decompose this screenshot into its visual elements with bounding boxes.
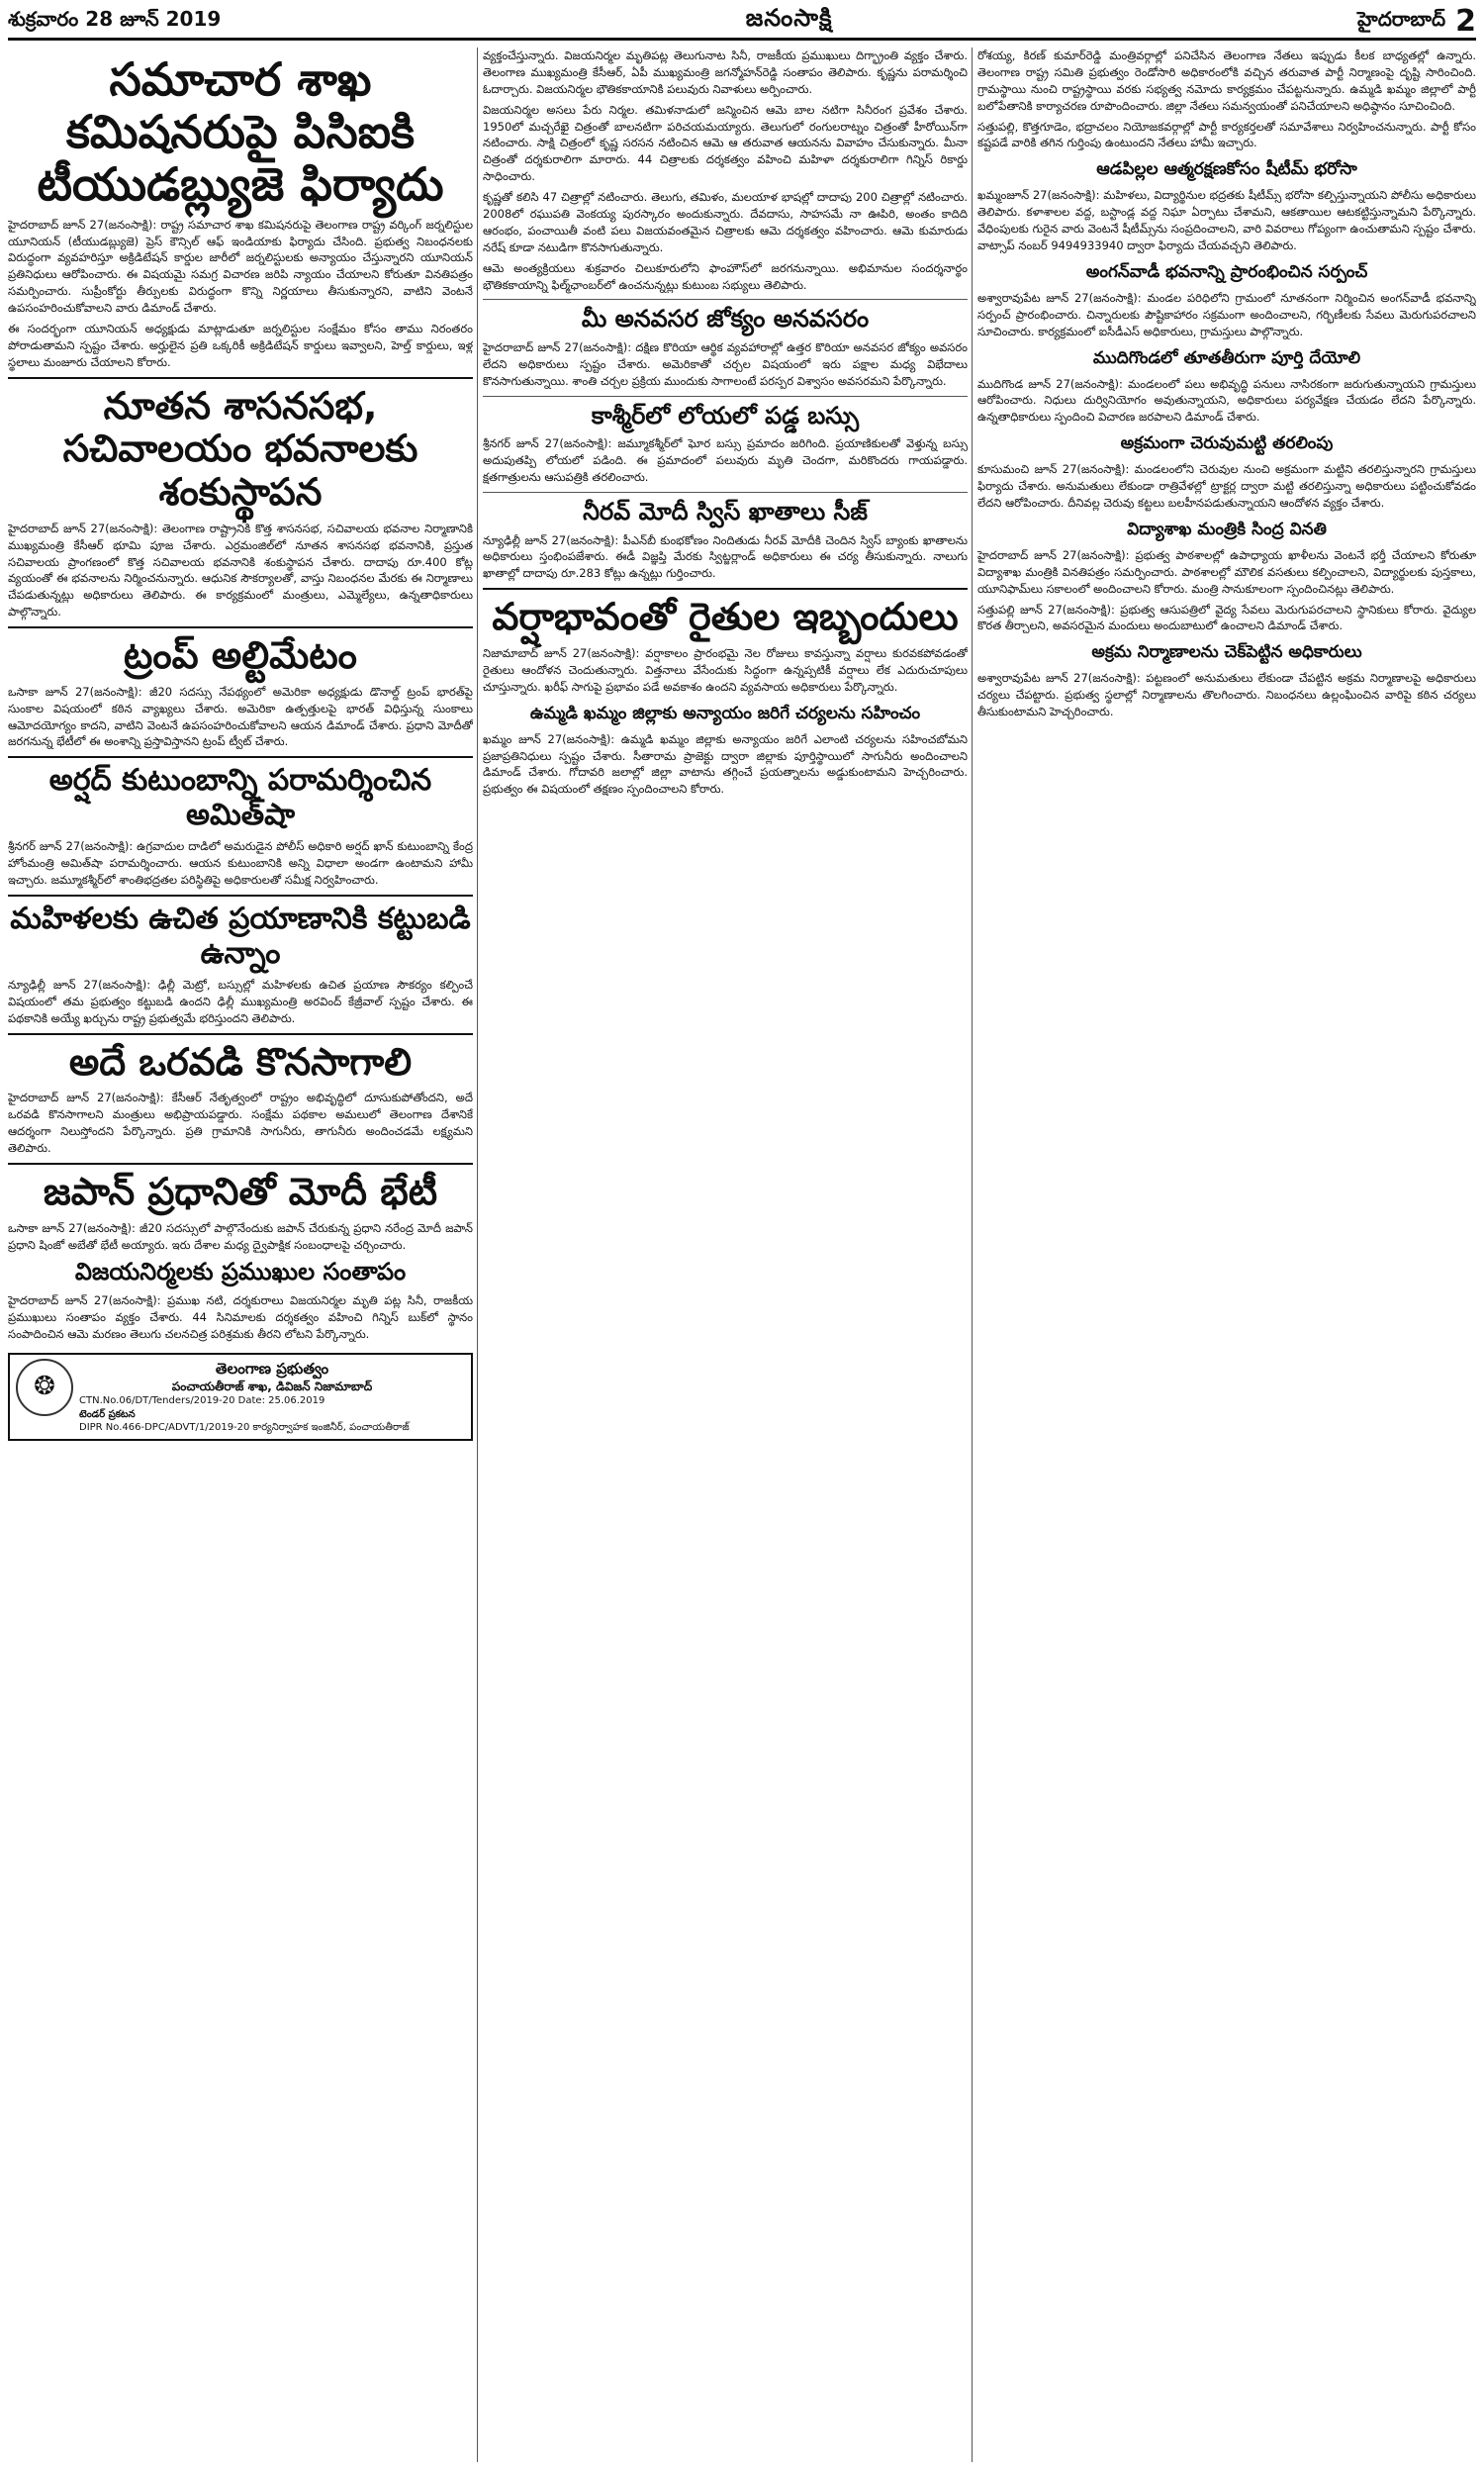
article-text: న్యూఢిల్లీ జూన్ 27(జనంసాక్షి): ఢిల్లీ మెట్రో, బస్సుల్లో మహిళలకు ఉచిత ప్రయాణ సౌకర్యం కల్పించే విషయంలో తమ ప్రభుత్వం కట్టుబడి ఉందని ఢిల్లీ ముఖ్యమంత్రి అరవింద్ కేజ్రీవాల్ స్పష్టం చేశారు. ఈ పథకానికి అయ్యే ఖర్చును రాష్ట్ర ప్రభుత్వమే భరిస్తుందని తెలిపారు. [8,978,473,1025]
article-text: కూసుమంచి జూన్ 27(జనంసాక్షి): మండలంలోని చెరువుల నుంచి అక్రమంగా మట్టిని తరలిస్తున్నారని గ్రామస్తులు ఫిర్యాదు చేశారు. అనుమతులు లేకుండా రాత్రివేళల్లో ట్రాక్టర్ల ద్వారా మట్టి తరలిస్తున్నా అధికారులు పట్టించుకోవడం లేదని ఆరోపించారు. దీనివల్ల చెరువు కట్టలు బలహీనపడుతున్నాయని ఆందోళన వ్యక్తం చేశారు. [977,462,1476,511]
headline: మీ అనవసర జోక్యం అనవసరం [581,305,870,333]
article-text: సత్తుపల్లి జూన్ 27(జనంసాక్షి): ప్రభుత్వ ఆసుపత్రిలో వైద్య సేవలు మెరుగుపరచాలని స్థానికులు కోరారు. వైద్యుల కొరత తీర్చాలని, అవసరమైన మందులు అందుబాటులో ఉంచాలని డిమాండ్ చేశారు. [977,602,1476,633]
article-text: అశ్వారావుపేట జూన్ 27(జనంసాక్షి): పట్టణంలో అనుమతులు లేకుండా చేపట్టిన అక్రమ నిర్మాణాలపై అధికారులు చర్యలు చేపట్టారు. ప్రభుత్వ స్థలాల్లో నిర్మాణాలను తొలగించారు. నిబంధనలు ఉల్లంఘించిన వారిపై కఠిన చర్యలు తీసుకుంటామని హెచ్చరించారు. [977,671,1476,719]
page-number: 2 [1455,3,1476,39]
article-text: హైదరాబాద్ జూన్ 27(జనంసాక్షి): తెలంగాణ రాష్ట్రానికి కొత్త శాసనసభ, సచివాలయ భవనాల నిర్మాణానికి ముఖ్యమంత్రి కేసీఆర్ భూమి పూజ చేశారు. ఎర్రమంజిల్‌లో నూతన శాసనసభ భవనానికి, ప్రస్తుత సచివాలయ ప్రాంగణంలో కొత్త సచివాలయ భవనానికి శంకుస్థాపన చేశారు. దాదాపు రూ.400 కోట్ల వ్యయంతో ఈ భవనాలను నిర్మించనున్నారు. ఆధునిక సౌకర్యాలతో, వాస్తు నిబంధనల మేరకు ఈ నిర్మాణాలు చేపడుతున్నట్లు అధికారులు తెలిపారు. ఈ కార్యక్రమంలో మంత్రులు, ఎమ్మెల్యేలు, ఉన్నతాధికారులు పాల్గొన్నారు. [8,521,473,619]
subheadline: ముదిగొండలో తూతతీరుగా పూర్తి దేయోలి [1092,347,1361,368]
divider [483,396,968,397]
article-text: కృష్ణతో కలిసి 47 చిత్రాల్లో నటించారు. తెలుగు, తమిళం, మలయాళ భాషల్లో దాదాపు 200 చిత్రాల్లో నటించారు. 2008లో రఘుపతి వెంకయ్య పురస్కారం అందుకున్నారు. దేవదాసు, సాహసమే నా ఊపిరి, అంతం కాదిది ఆరంభం, పంచాయితీ వంటి పలు విజయవంతమైన చిత్రాలకు ఆమె దర్శకత్వం వహించారు. ఆమె కుమారుడు నరేష్ కూడా నటుడిగా కొనసాగుతున్నారు. [483,190,968,254]
ad-footer: DIPR No.466-DPC/ADVT/1/2019-20 కార్యనిర్వాహక ఇంజినీర్, పంచాయతీరాజ్ [79,1422,410,1434]
headline: కాశ్మీర్‌లో లోయలో పడ్డ బస్సు [591,401,860,429]
tender-advertisement [8,1353,473,1441]
article-text: ఆమె అంత్యక్రియలు శుక్రవారం చిలుకూరులోని ఫాంహౌస్‌లో జరగనున్నాయి. అభిమానుల సందర్శనార్థం భౌతికకాయాన్ని ఫిల్మ్‌ఛాంబర్‌లో ఉంచనున్నట్లు కుటుంబ సభ్యులు తెలిపారు. [483,260,968,292]
ad-title: తెలంగాణ ప్రభుత్వం [215,1359,329,1378]
newspaper-name: జనంసాక్షి [745,4,833,32]
divider [483,492,968,493]
divider [483,588,968,590]
article-text: శ్రీనగర్ జూన్ 27(జనంసాక్షి): జమ్మూకశ్మీర్‌లో ఘోర బస్సు ప్రమాదం జరిగింది. ప్రయాణికులతో వెళ్తున్న బస్సు అదుపుతప్పి లోయలో పడింది. ఈ ప్రమాదంలో పలువురు మృతి చెందగా, మరికొందరు గాయపడ్డారు. క్షతగాత్రులను ఆసుపత్రికి తరలించారు. [483,436,968,485]
subheadline: విద్యాశాఖ మంత్రికి సింద్ర వినతి [1127,519,1327,539]
headline: జపాన్ ప్రధానితో మోదీ భేటీ [43,1169,438,1213]
article-text: ఖమ్మం జూన్ 27(జనంసాక్షి): ఉమ్మడి ఖమ్మం జిల్లాకు అన్యాయం జరిగే ఎలాంటి చర్యలను సహించబోమని ప్రజాప్రతినిధులు స్పష్టం చేశారు. సీతారామ ప్రాజెక్టు ద్వారా జిల్లాకు పూర్తిస్థాయిలో సాగునీరు అందించాలని డిమాండ్ చేశారు. గోదావరి జలాల్లో జిల్లా వాటాను తగ్గించే ప్రయత్నాలను అడ్డుకుంటామని హెచ్చరించారు. ప్రభుత్వం ఈ విషయంలో తక్షణం స్పందించాలని కోరారు. [483,731,968,797]
article-text: ఖమ్మంజూన్ 27(జనంసాక్షి): మహిళలు, విద్యార్థినుల భద్రతకు షీటీమ్స్ భరోసా కల్పిస్తున్నాయని పోలీసు అధికారులు తెలిపారు. కళాశాలల వద్ద, బస్టాండ్ల వద్ద నిఘా ఏర్పాటు చేశామని, ఆకతాయిల ఆటకట్టిస్తున్నామని పేర్కొన్నారు. వేధింపులకు గురైన వారు వెంటనే షీటీమ్స్‌ను సంప్రదించాలని, వారి వివరాలు గోప్యంగా ఉంచుతామని స్పష్టం చేశారు. వాట్సాప్ నంబర్ 9494933940 ద్వారా ఫిర్యాదు చేయవచ్చని తెలిపారు. [977,188,1476,253]
issue-date: శుక్రవారం 28 జూన్ 2019 [8,6,222,31]
subheadline: ఉమ్మడి ఖమ్మం జిల్లాకు అన్యాయం జరిగే చర్యలను సహించం [529,703,921,723]
article-text: హైదరాబాద్ జూన్ 27(జనంసాక్షి): దక్షిణ కొరియా ఆర్థిక వ్యవహారాల్లో ఉత్తర కొరియా అనవసర జోక్యం అవసరం లేదని అధికారులు స్పష్టం చేశారు. అమెరికాతో చర్చల విషయంలో ఇరు పక్షాల మధ్య విభేదాలు కొనసాగుతున్నాయి. శాంతి చర్చల ప్రక్రియ ముందుకు సాగాలంటే పరస్పర విశ్వాసం అవసరమని పేర్కొన్నారు. [483,340,968,388]
divider [8,895,473,897]
ad-heading: టెండర్ ప్రకటన [79,1408,136,1420]
article-text: ముదిగొండ జూన్ 27(జనంసాక్షి): మండలంలో పలు అభివృద్ధి పనులు నాసిరకంగా జరుగుతున్నాయని గ్రామస్తులు ఆరోపించారు. నిధులు దుర్వినియోగం అవుతున్నాయని, అధికారులు పర్యవేక్షణ చేయడం లేదని పేర్కొన్నారు. ఉన్నతాధికారులు స్పందించి విచారణ జరపాలని డిమాండ్ చేశారు. [977,376,1476,425]
column-divider [477,48,478,2462]
article-text: అశ్వారావుపేట జూన్ 27(జనంసాక్షి): మండల పరిధిలోని గ్రామంలో నూతనంగా నిర్మించిన అంగన్‌వాడీ భవనాన్ని సర్పంచ్ ప్రారంభించారు. చిన్నారులకు పౌష్టికాహారం సక్రమంగా అందించాలని, గర్భిణీలకు సేవలు మెరుగుపరచాలని సూచించారు. కార్యక్రమంలో ఐసీడీఎస్ అధికారులు, గ్రామస్తులు పాల్గొన్నారు. [977,290,1476,338]
article-text: విజయనిర్మల అసలు పేరు నిర్మల. తమిళనాడులో జన్మించిన ఆమె బాల నటిగా సినీరంగ ప్రవేశం చేశారు. 1950లో మచ్చరేఖై చిత్రంతో బాలనటిగా పరిచయమయ్యారు. తెలుగులో రంగులరాట్నం చిత్రంతో హీరోయిన్‌గా నటించారు. సాక్షి చిత్రంలో కృష్ణ సరసన నటించిన ఆమె ఆ తరువాత ఆయనను వివాహం చేసుకున్నారు. మీనా చిత్రంతో దర్శకురాలిగా మారారు. 44 చిత్రాలకు దర్శకత్వం వహించి మహిళా దర్శకురాలిగా గిన్నిస్ రికార్డు సాధించారు. [483,102,968,184]
article-text: హైదరాబాద్ జూన్ 27(జనంసాక్షి): ప్రముఖ నటి, దర్శకురాలు విజయనిర్మల మృతి పట్ల సినీ, రాజకీయ ప్రముఖులు సంతాపం వ్యక్తం చేశారు. 44 సినిమాలకు దర్శకత్వం వహించి గిన్నిస్ బుక్‌లో స్థానం సంపాదించిన ఆమె మరణం తెలుగు చలనచిత్ర పరిశ్రమకు తీరని లోటని పేర్కొన్నారు. [8,1293,473,1341]
government-seal-icon: ❂ [16,1359,73,1416]
article-text: వ్యక్తంచేస్తున్నారు. విజయనిర్మల మృతిపట్ల తెలుగునాట సినీ, రాజకీయ ప్రముఖులు దిగ్భ్రాంతి వ్యక్తం చేశారు. తెలంగాణ ముఖ్యమంత్రి కేసీఆర్, ఏపీ ముఖ్యమంత్రి జగన్మోహన్‌రెడ్డి సంతాపం తెలిపారు. కృష్ణను పరామర్శించి ఓదార్చారు. విజయనిర్మల భౌతికకాయానికి పలువురు నివాళులు అర్పించారు. [483,48,968,96]
article-text: హైదరాబాద్ జూన్ 27(జనంసాక్షి): రాష్ట్ర సమాచార శాఖ కమిషనరుపై తెలంగాణ రాష్ట్ర వర్కింగ్ జర్నలిస్టుల యూనియన్ (టీయుడబ్ల్యుజె) ప్రెస్ కౌన్సిల్ ఆఫ్ ఇండియాకు ఫిర్యాదు చేసింది. ప్రభుత్వ నిబంధనలకు విరుద్ధంగా వ్యవహరిస్తూ అక్రిడిటేషన్ కార్డుల జారీలో జర్నలిస్టులకు అన్యాయం చేస్తున్నారని యూనియన్ ప్రతినిధులు ఆరోపించారు. ఈ విషయమై సమగ్ర విచారణ జరిపి న్యాయం చేయాలని కోరుతూ వినతిపత్రం సమర్పించారు. సుప్రీంకోర్టు తీర్పులకు విరుద్ధంగా కొన్ని నిర్ణయాలు తీసుకున్నారని, వాటిని వెంటనే ఉపసంహరించుకోవాలని వారు డిమాండ్ చేశారు. [8,217,473,316]
masthead-right [1357,4,1476,39]
subheadline: అంగన్‌వాడీ భవనాన్ని ప్రారంభించిన సర్పంచ్ [1085,261,1368,282]
subheadline: ఆడపిల్లల ఆత్మరక్షణకోసం షీటీమ్ భరోసా [1096,159,1357,180]
subheadline: అక్రమ నిర్మాణాలను చెక్‌పెట్టిన అధికారులు [1091,642,1362,663]
headline: అదే ఒరవడి కొనసాగాలి [68,1039,413,1084]
divider [8,626,473,628]
headline: నీరవ్ మోదీ స్విస్ ఖాతాలు సీజ్ [583,498,868,525]
masthead [8,4,1476,41]
subheadline: అక్రమంగా చెరువుమట్టి తరలింపు [1120,433,1334,454]
article-text: ఒసాకా జూన్ 27(జనంసాక్షి): జీ20 సదస్సు నేపథ్యంలో అమెరికా అధ్యక్షుడు డొనాల్డ్ ట్రంప్ భారత్‌పై సుంకాల విషయంలో కఠిన వ్యాఖ్యలు చేశారు. అమెరికా ఉత్పత్తులపై భారత్ విధిస్తున్న సుంకాలు ఆమోదయోగ్యం కాదని, వాటిని వెంటనే ఉపసంహరించుకోవాలని ఆయన డిమాండ్ చేశారు. ప్రధాని మోదీతో జరగనున్న భేటీలో ఈ అంశాన్ని ప్రస్తావిస్తానని ట్రంప్ ట్వీట్ చేశారు. [8,684,473,749]
article-text: హైదరాబాద్ జూన్ 27(జనంసాక్షి): ప్రభుత్వ పాఠశాలల్లో ఉపాధ్యాయ ఖాళీలను వెంటనే భర్తీ చేయాలని కోరుతూ విద్యాశాఖ మంత్రికి వినతిపత్రం సమర్పించారు. పాఠశాలల్లో మౌలిక వసతులు కల్పించాలని, విద్యార్థులకు పుస్తకాలు, యూనిఫామ్‌లు సకాలంలో అందించాలని కోరారు. మంత్రి సానుకూలంగా స్పందించినట్లు తెలిపారు. [977,547,1476,596]
article-text: న్యూఢిల్లీ జూన్ 27(జనంసాక్షి): పీఎన్‌బీ కుంభకోణం నిందితుడు నీరవ్ మోదీకి చెందిన స్విస్ బ్యాంకు ఖాతాలను అధికారులు స్తంభింపజేశారు. ఈడీ విజ్ఞప్తి మేరకు స్విట్జర్లాండ్ అధికారులు ఈ చర్య తీసుకున్నారు. నాలుగు ఖాతాల్లో దాదాపు రూ.283 కోట్లు ఉన్నట్లు గుర్తించారు. [483,532,968,581]
divider [483,299,968,300]
article-text: సత్తుపల్లి, కొత్తగూడెం, భద్రాచలం నియోజకవర్గాల్లో పార్టీ కార్యకర్తలతో సమావేశాలు నిర్వహించనున్నారు. పార్టీ కోసం కష్టపడే వారికి తగిన గుర్తింపు ఉంటుందని నేతలు హామీ ఇచ్చారు. [977,119,1476,150]
article-text: నిజామాబాద్ జూన్ 27(జనంసాక్షి): వర్షాకాలం ప్రారంభమై నెల రోజులు కావస్తున్నా వర్షాలు కురవకపోవడంతో రైతులు ఆందోళన చెందుతున్నారు. విత్తనాలు వేసేందుకు సిద్ధంగా ఉన్నప్పటికీ వర్షాలు లేక ఎదురుచూపులు చూస్తున్నారు. ఖరీఫ్ సాగుపై ప్రభావం పడే అవకాశం ఉందని వ్యవసాయ అధికారులు పేర్కొన్నారు. [483,645,968,694]
divider [8,377,473,379]
column-1 [8,48,473,1441]
ad-subtitle: పంచాయతీరాజ్ శాఖ, డివిజన్ నిజామాబాద్ [171,1379,373,1393]
divider [8,1163,473,1165]
headline: విజయనిర్మలకు ప్రముఖుల సంతాపం [74,1258,407,1286]
ad-reference: CTN.No.06/DT/Tenders/2019-20 Date: 25.06.2019 [79,1395,325,1407]
headline: సమాచార శాఖ కమిషనరుపై పిసిఐకి టీయుడబ్ల్యుజె ఫిర్యాదు [37,52,444,211]
article-text: ఈ సందర్భంగా యూనియన్ అధ్యక్షుడు మాట్లాడుతూ జర్నలిస్టుల సంక్షేమం కోసం తాము నిరంతరం పోరాడుతామని స్పష్టం చేశారు. అర్హులైన ప్రతి ఒక్కరికీ అక్రిడిటేషన్ కార్డులు ఇవ్వాలని, హెల్త్ కార్డులు, ఇళ్ల స్థలాలు మంజూరు చేయాలని కోరారు. [8,322,473,369]
headline: మహిళలకు ఉచిత ప్రయాణానికి కట్టుబడి ఉన్నాం [10,902,471,971]
headline: అర్షద్ కుటుంబాన్ని పరామర్శించిన అమిత్‌షా [48,763,432,832]
headline: ట్రంప్ అల్టిమేటం [124,633,357,678]
headline: నూతన శాసనసభ, సచివాలయం భవనాలకు శంకుస్థాపన [62,383,418,515]
divider [8,756,473,758]
column-divider [972,48,973,2462]
article-text: హైదరాబాద్ జూన్ 27(జనంసాక్షి): కేసీఆర్ నేతృత్వంలో రాష్ట్రం అభివృద్ధిలో దూసుకుపోతోందని, అదే ఒరవడి కొనసాగాలని మంత్రులు అభిప్రాయపడ్డారు. సంక్షేమ పథకాల అమలులో తెలంగాణ దేశానికే ఆదర్శంగా నిలుస్తోందని పేర్కొన్నారు. ప్రతి గ్రామానికి సాగునీరు, తాగునీరు అందించడమే లక్ష్యమని తెలిపారు. [8,1091,473,1156]
column-2 [483,48,968,802]
column-3 [977,48,1476,724]
article-text: రోశయ్య, కిరణ్ కుమార్‌రెడ్డి మంత్రివర్గాల్లో పనిచేసిన తెలంగాణ నేతలు ఇప్పుడు కీలక బాధ్యతల్లో ఉన్నారు. తెలంగాణ రాష్ట్ర సమితి ప్రభుత్వం రెండోసారి అధికారంలోకి వచ్చిన తరువాత పార్టీ నిర్మాణంపై దృష్టి సారించింది. గ్రామస్థాయి నుంచి రాష్ట్రస్థాయి వరకు సభ్యత్వ నమోదు కార్యక్రమం చేపట్టనున్నారు. ఉమ్మడి ఖమ్మం జిల్లాలో పార్టీ బలోపేతానికి కార్యాచరణ రూపొందించారు. జిల్లా నేతలు సమన్వయంతో పనిచేయాలని అధిష్ఠానం సూచించింది. [977,48,1476,113]
city-name: హైదరాబాద్ [1357,6,1446,31]
divider [8,1033,473,1035]
article-text: శ్రీనగర్ జూన్ 27(జనంసాక్షి): ఉగ్రవాదుల దాడిలో అమరుడైన పోలీస్ అధికారి అర్షద్ ఖాన్ కుటుంబాన్ని కేంద్ర హోంమంత్రి అమిత్‌షా పరామర్శించారు. ఆయన కుటుంబానికి అన్ని విధాలా అండగా ఉంటామని హామీ ఇచ్చారు. జమ్మూకశ్మీర్‌లో శాంతిభద్రతల పరిస్థితిపై అధికారులతో సమీక్ష నిర్వహించారు. [8,839,473,888]
headline: వర్షాభావంతో రైతుల ఇబ్బందులు [492,595,959,639]
article-text: ఒసాకా జూన్ 27(జనంసాక్షి): జీ20 సదస్సులో పాల్గొనేందుకు జపాన్ చేరుకున్న ప్రధాని నరేంద్ర మోదీ జపాన్ ప్రధాని షింజో అబేతో భేటీ అయ్యారు. ఇరు దేశాల మధ్య ద్వైపాక్షిక సంబంధాలపై చర్చించారు. [8,1220,473,1252]
